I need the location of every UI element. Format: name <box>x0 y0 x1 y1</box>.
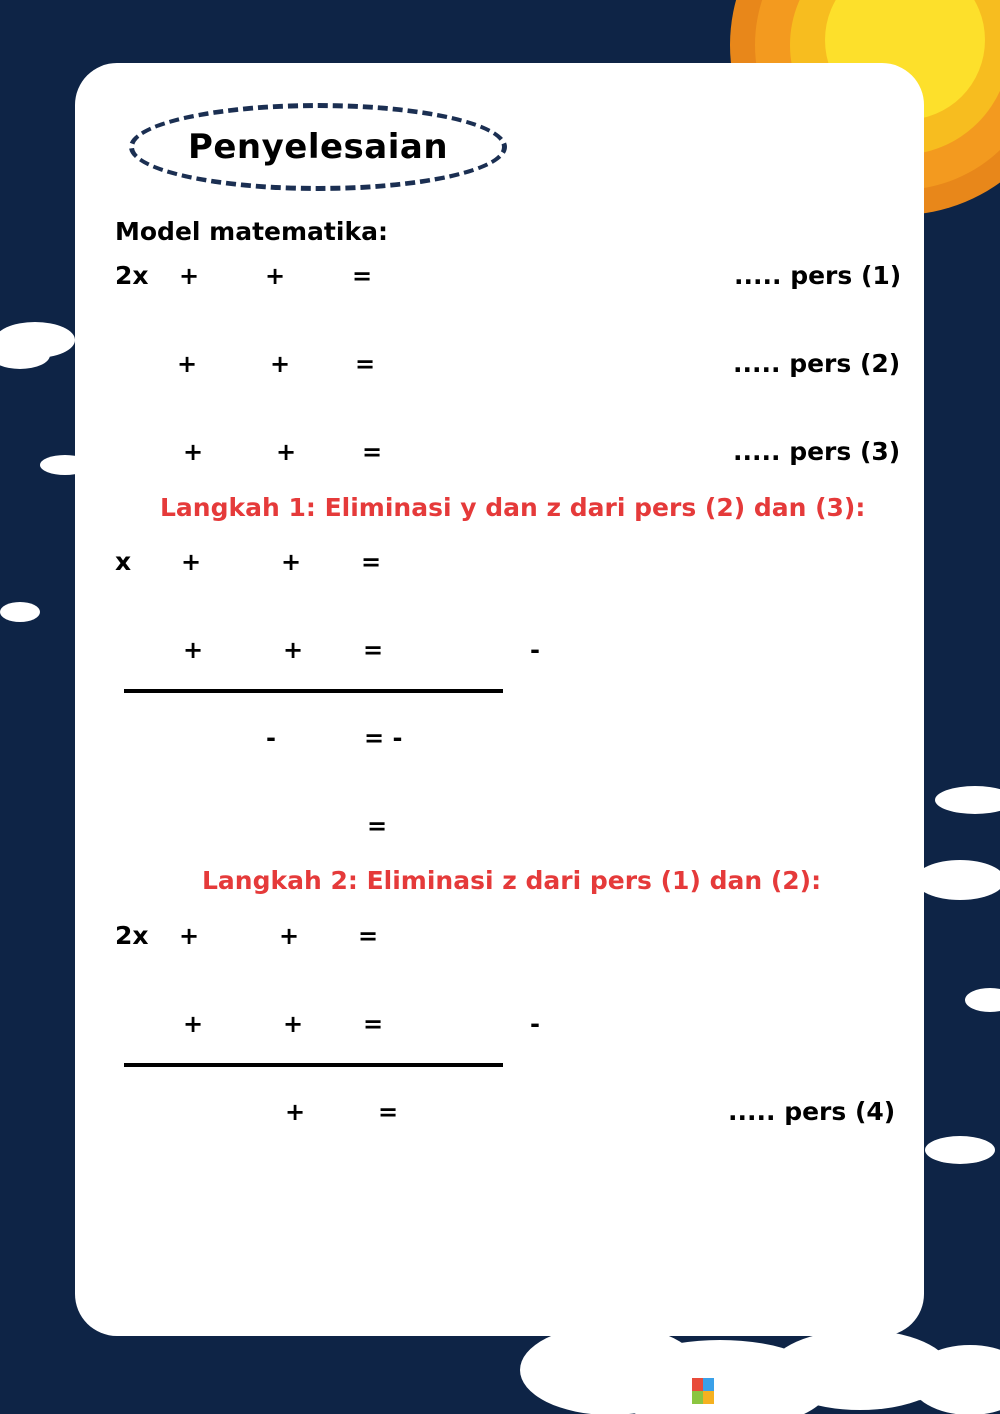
brand-name: LIVEWORKSHEETS <box>717 1374 999 1407</box>
step2-row1-equals: = <box>358 922 379 950</box>
step1-row3-equals: = - <box>364 724 403 752</box>
worksheet-card <box>75 63 924 1336</box>
step1-row2-plus-1: + <box>183 636 204 664</box>
eq1-equals: = <box>352 262 373 290</box>
step2-row3-plus: + <box>285 1098 306 1126</box>
eq2-plus-1: + <box>177 350 198 378</box>
eq3-equals: = <box>362 438 383 466</box>
eq1-plus-1: + <box>179 262 200 290</box>
eq3-ref: ..... pers (3) <box>733 437 901 466</box>
brand-mark-icon <box>692 1378 714 1404</box>
step1-row2-plus-2: + <box>283 636 304 664</box>
eq3-plus-1: + <box>183 438 204 466</box>
step1-heading: Langkah 1: Eliminasi y dan z dari pers (2) dan (3): <box>160 493 866 522</box>
step1-divider <box>124 689 503 693</box>
eq2-ref: ..... pers (2) <box>733 349 901 378</box>
step2-row1-plus-1: + <box>179 922 200 950</box>
title-badge <box>129 103 507 191</box>
page-title: Penyelesaian <box>187 127 449 167</box>
step2-row1-plus-2: + <box>279 922 300 950</box>
step1-row1-plus-1: + <box>181 548 202 576</box>
step2-subtract-sign: - <box>530 1010 540 1038</box>
step2-row2-equals: = <box>363 1010 384 1038</box>
eq2-plus-2: + <box>270 350 291 378</box>
eq2-equals: = <box>355 350 376 378</box>
model-label: Model matematika: <box>115 217 388 246</box>
eq1-plus-2: + <box>265 262 286 290</box>
step2-row2-plus-2: + <box>283 1010 304 1038</box>
step1-row3-minus: - <box>266 724 276 752</box>
step1-row1-equals: = <box>361 548 382 576</box>
step1-row2-equals: = <box>363 636 384 664</box>
step1-row1-lead: x <box>115 547 132 576</box>
step2-heading: Langkah 2: Eliminasi z dari pers (1) dan (2): <box>202 866 822 895</box>
eq4-ref: ..... pers (4) <box>728 1097 896 1126</box>
step1-subtract-sign: - <box>530 636 540 664</box>
step2-divider <box>124 1063 503 1067</box>
eq3-plus-2: + <box>276 438 297 466</box>
step1-row4-equals: = <box>367 812 388 840</box>
eq1-lead: 2x <box>115 261 149 290</box>
step2-row1-lead: 2x <box>115 921 149 950</box>
liveworksheets-logo <box>692 1374 998 1407</box>
step1-row1-plus-2: + <box>281 548 302 576</box>
eq1-ref: ..... pers (1) <box>734 261 902 290</box>
step2-row2-plus-1: + <box>183 1010 204 1038</box>
step2-row3-equals: = <box>378 1098 399 1126</box>
